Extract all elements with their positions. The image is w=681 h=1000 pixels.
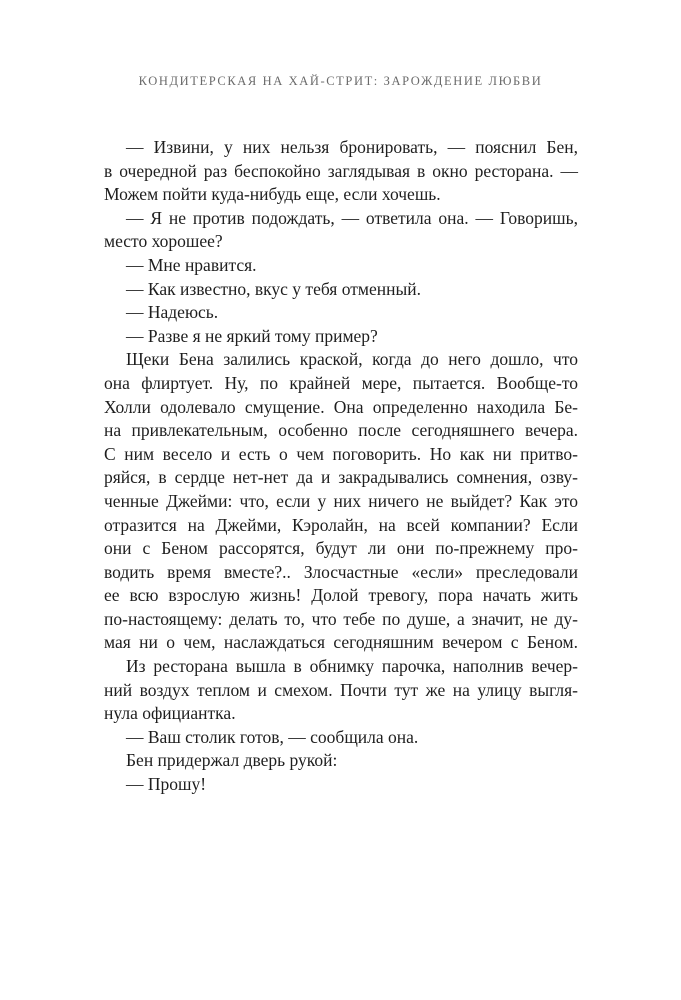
text-line: на привлекательным, особенно после сегодняшнего вечера. <box>104 420 578 441</box>
text-line: С ним весело и есть о чем поговорить. Но как ни притво- <box>104 443 578 464</box>
text-line: Можем пойти куда-нибудь еще, если хочешь. <box>104 184 441 205</box>
body-text <box>104 136 578 797</box>
text-line: по-настоящему: делать то, что тебе по душе, а значит, не ду- <box>104 608 578 629</box>
text-line: — Ваш столик готов, — сообщила она. <box>126 726 419 747</box>
text-line: — Извини, у них нельзя бронировать, — пояснил Бен, <box>126 137 578 157</box>
text-line: Щеки Бена залились краской, когда до него дошло, что <box>126 349 578 370</box>
text-line: она флиртует. Ну, по крайней мере, пытается. Вообще-то <box>104 372 578 393</box>
text-line: в очередной раз беспокойно заглядывая в окно ресторана. — <box>104 160 578 181</box>
text-line: место хорошее? <box>104 231 223 252</box>
text-line: — Надеюсь. <box>126 302 219 323</box>
running-header: КОНДИТЕРСКАЯ НА ХАЙ-СТРИТ: ЗАРОЖДЕНИЕ ЛЮБВИ <box>138 74 543 88</box>
text-line: — Разве я не яркий тому пример? <box>126 325 378 346</box>
text-line: отразится на Джейми, Кэролайн, на всей компании? Если <box>104 514 578 535</box>
text-line: ее всю взрослую жизнь! Долой тревогу, пора начать жить <box>104 585 578 606</box>
text-line: водить время вместе?.. Злосчастные «если» преследовали <box>104 561 578 582</box>
text-line: они с Беном рассорятся, будут ли они по-прежнему про- <box>104 538 578 559</box>
text-line: ченные Джейми: что, если у них ничего не выйдет? Как это <box>104 490 578 511</box>
text-line: ний воздух теплом и смехом. Почти тут же на улицу выгля- <box>104 679 578 700</box>
text-line: ряйся, в сердце нет-нет да и закрадывались сомнения, озву- <box>104 467 578 488</box>
text-line: — Я не против подождать, — ответила она. — Говоришь, <box>126 207 578 228</box>
text-line: мая ни о чем, наслаждаться сегодняшним вечером с Беном. <box>104 632 578 653</box>
text-line: — Прошу! <box>126 774 207 795</box>
text-line: Холли одолевало смущение. Она определенно находила Бе- <box>104 396 578 417</box>
text-line: нула официантка. <box>104 703 236 724</box>
text-line: — Мне нравится. <box>126 254 257 275</box>
text-line: — Как известно, вкус у тебя отменный. <box>126 278 421 299</box>
text-line: Бен придержал дверь рукой: <box>126 750 338 771</box>
text-line: Из ресторана вышла в обнимку парочка, наполнив вечер- <box>126 656 578 677</box>
